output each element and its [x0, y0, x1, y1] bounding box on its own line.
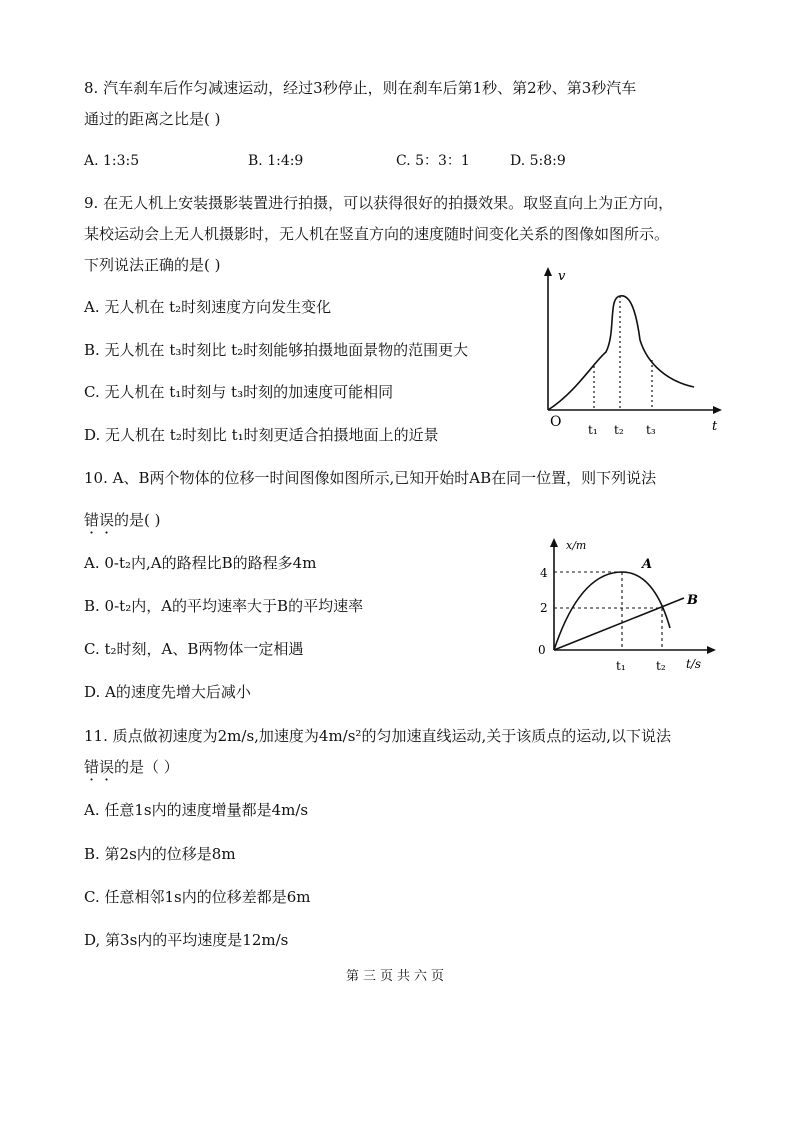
q9-stem-line1: 9. 在无人机上安装摄影装置进行拍摄，可以获得很好的拍摄效果。取竖直向上为正方向， [84, 194, 674, 212]
q8-option-d: D. 5:8:9 [510, 153, 566, 169]
q11-stem-line2-tail: 的是（ ） [114, 758, 179, 776]
q10-t1-label: t₁ [616, 659, 626, 673]
q9-t-axis-arrow [713, 406, 722, 414]
q9-t3-label: t₃ [646, 423, 656, 437]
q10-t2-label: t₂ [656, 659, 666, 673]
q8-option-a: A. 1:3:5 [84, 153, 140, 169]
q10-t-axis-arrow [707, 646, 716, 654]
q9-t1-label: t₁ [588, 423, 598, 437]
q9-option-d: D. 无人机在 t₂时刻比 t₁时刻更适合拍摄地面上的近景 [84, 426, 439, 444]
q10-option-c: C. t₂时刻，A、B两物体一定相遇 [84, 640, 304, 658]
q10-x-label: x/m [566, 539, 587, 552]
q9-option-b: B. 无人机在 t₃时刻比 t₂时刻能够拍摄地面景物的范围更大 [84, 341, 469, 359]
q10-origin-label: 0 [538, 643, 546, 657]
q9-stem-line3: 下列说法正确的是( ) [84, 256, 221, 274]
q8-option-c: C. 5：3：1 [396, 153, 470, 169]
q9-option-a: A. 无人机在 t₂时刻速度方向发生变化 [84, 298, 332, 316]
q11-emph-char1: 错 [84, 758, 100, 776]
q8-stem-line2: 通过的距离之比是( ) [84, 110, 221, 128]
q9-velocity-curve [548, 296, 694, 410]
q9-origin-label: O [550, 414, 562, 430]
q9-velocity-time-graph [536, 262, 726, 444]
q10-stem-line2 [84, 510, 161, 530]
q11-option-a: A. 任意1s内的速度增量都是4m/s [84, 801, 309, 819]
q10-y2-label: 2 [540, 601, 548, 615]
q11-emph-char2: 误 [99, 758, 115, 776]
q8-stem-line1: 8. 汽车刹车后作匀减速运动，经过3秒停止，则在刹车后第1秒、第2秒、第3秒汽车 [84, 79, 637, 97]
q10-emph-char2: 误 [99, 511, 115, 529]
q9-stem-line2: 某校运动会上无人机摄影时，无人机在竖直方向的速度随时间变化关系的图像如图所示。 [84, 225, 670, 243]
q9-v-label: v [558, 269, 566, 284]
q10-option-b: B. 0-t₂内，A的平均速率大于B的平均速率 [84, 597, 364, 615]
q9-t-label: t [712, 419, 718, 434]
page-footer: 第三页共六页 [345, 969, 448, 984]
q10-displacement-time-graph [532, 532, 732, 678]
q11-option-c: C. 任意相邻1s内的位移差都是6m [84, 888, 311, 906]
q10-option-a: A. 0-t₂内,A的路程比B的路程多4m [84, 554, 317, 572]
q10-stem-line1: 10. A、B两个物体的位移一时间图像如图所示,已知开始时AB在同一位置，则下列说法 [84, 469, 657, 487]
q10-t-label: t/s [686, 657, 702, 671]
q8-option-b: B. 1:4:9 [248, 153, 304, 169]
q10-option-d: D. A的速度先增大后减小 [84, 683, 251, 701]
q11-option-b: B. 第2s内的位移是8m [84, 845, 236, 863]
q9-option-c: C. 无人机在 t₁时刻与 t₃时刻的加速度可能相同 [84, 383, 394, 401]
q11-option-d: D, 第3s内的平均速度是12m/s [84, 931, 289, 949]
q10-curve-a-label: A [642, 557, 653, 572]
q10-y4-label: 4 [540, 566, 548, 580]
q10-x-axis-arrow [550, 538, 558, 547]
q10-emph-char1: 错 [84, 511, 100, 529]
q9-t2-label: t₂ [614, 423, 624, 437]
q10-stem-line2-tail: 的是( ) [114, 511, 161, 529]
q11-stem-line1: 11. 质点做初速度为2m/s,加速度为4m/s²的匀加速直线运动,关于该质点的运动,以下说法 [84, 727, 671, 745]
q9-v-axis-arrow [544, 267, 552, 276]
q10-line-b-label: B [687, 593, 698, 608]
q11-stem-line2 [84, 757, 179, 777]
q8-options [84, 151, 704, 171]
